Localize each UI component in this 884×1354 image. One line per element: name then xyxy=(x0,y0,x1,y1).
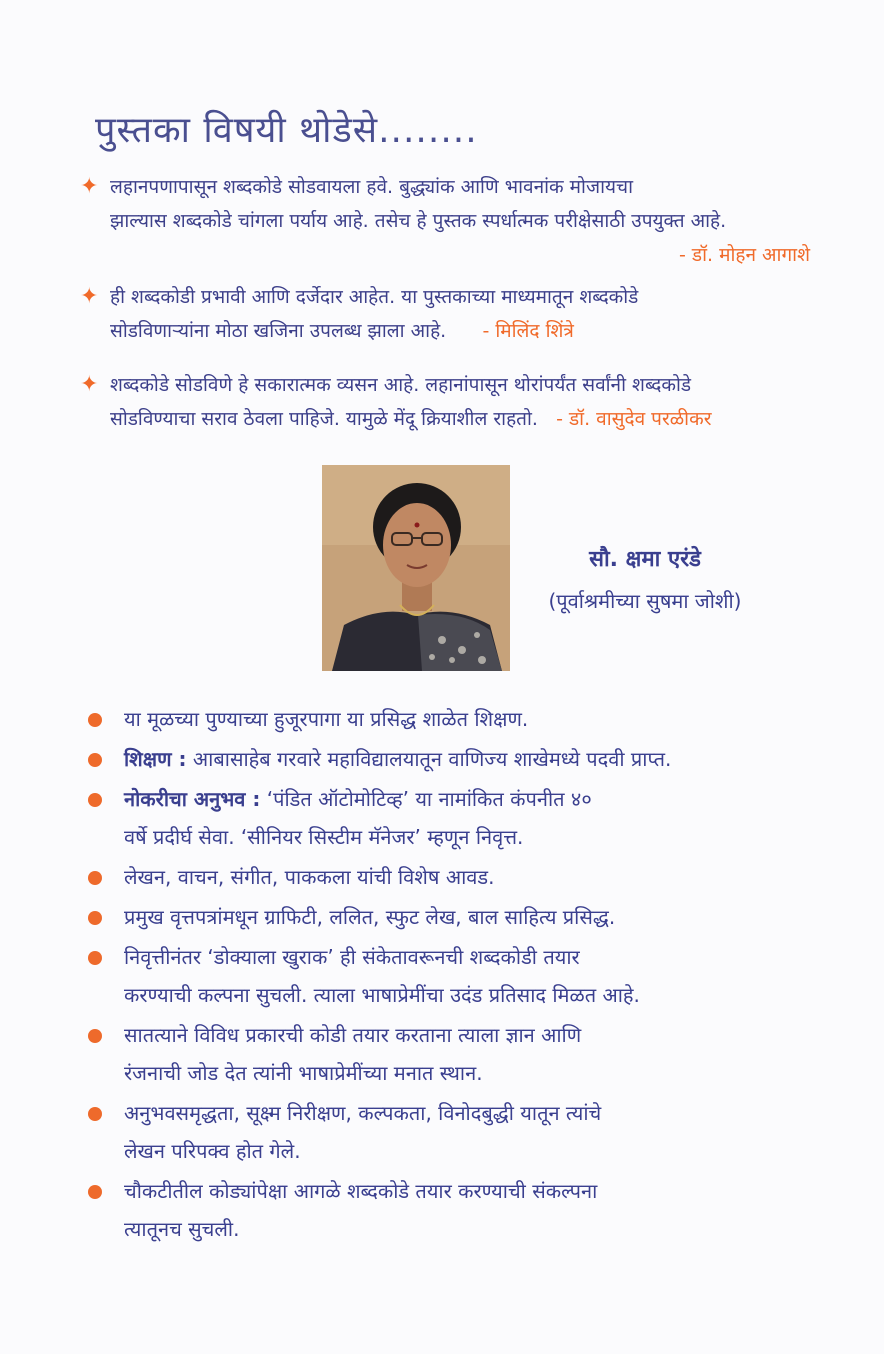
bullet-icon xyxy=(88,951,102,965)
list-item xyxy=(88,898,848,936)
list-item xyxy=(88,1094,848,1170)
star-icon: ✦ xyxy=(80,372,99,397)
bullet-icon xyxy=(88,713,102,727)
bio-line: लेखन, वाचन, संगीत, पाककला यांची विशेष आवड. xyxy=(124,865,495,889)
bullet-icon xyxy=(88,1185,102,1199)
bullet-icon xyxy=(88,911,102,925)
list-item xyxy=(88,1172,848,1248)
quote-3 xyxy=(80,368,840,436)
bio-line: अनुभवसमृद्धता, सूक्ष्म निरीक्षण, कल्पकता, विनोदबुद्धी यातून त्यांचे xyxy=(124,1101,602,1125)
bio-line: सातत्याने विविध प्रकारची कोडी तयार करताना त्याला ज्ञान आणि xyxy=(124,1023,582,1047)
bullet-icon xyxy=(88,753,102,767)
author-info xyxy=(520,543,770,614)
list-item xyxy=(88,700,848,738)
quote-line: ही शब्दकोडी प्रभावी आणि दर्जेदार आहेत. या पुस्तकाच्या माध्यमातून शब्दकोडे xyxy=(110,286,639,308)
bio-label: शिक्षण : xyxy=(124,747,187,771)
list-item xyxy=(88,1016,848,1092)
page-title: पुस्तका विषयी थोडेसे........ xyxy=(95,110,478,151)
quote-line: शब्दकोडे सोडविणे हे सकारात्मक व्यसन आहे. लहानांपासून थोरांपर्यंत सर्वांनी शब्दकोडे xyxy=(110,374,692,396)
author-photo xyxy=(322,465,510,671)
quote-author: - डॉ. वासुदेव परळीकर xyxy=(556,408,712,430)
bio-line: आबासाहेब गरवारे महाविद्यालयातून वाणिज्य शाखेमध्ये पदवी प्राप्त. xyxy=(192,747,672,771)
list-item xyxy=(88,780,848,856)
bio-line: लेखन परिपक्व होत गेले. xyxy=(124,1139,301,1163)
list-item xyxy=(88,858,848,896)
bio-line: करण्याची कल्पना सुचली. त्याला भाषाप्रेमींचा उदंड प्रतिसाद मिळत आहे. xyxy=(124,983,640,1007)
author-former-name: (पूर्वाश्रमीच्या सुषमा जोशी) xyxy=(548,589,742,613)
bio-line: या मूळच्या पुण्याच्या हुजूरपागा या प्रसिद्ध शाळेत शिक्षण. xyxy=(124,707,529,731)
quote-line: लहानपणापासून शब्दकोडे सोडवायला हवे. बुद्ध्यांक आणि भावनांक मोजायचा xyxy=(110,176,633,198)
quote-line: झाल्यास शब्दकोडे चांगला पर्याय आहे. तसेच हे पुस्तक स्पर्धात्मक परीक्षेसाठी उपयुक्त आहे. xyxy=(110,210,727,232)
bio-line: वर्षे प्रदीर्घ सेवा. ‘सीनियर सिस्टीम मॅनेजर’ म्हणून निवृत्त. xyxy=(124,825,524,849)
bio-line: ‘पंडित ऑटोमोटिव्ह’ या नामांकित कंपनीत ४० xyxy=(266,787,592,811)
bullet-icon xyxy=(88,871,102,885)
quote-author: - डॉ. मोहन आगाशे xyxy=(679,244,810,266)
bio-line: निवृत्तीनंतर ‘डोक्याला खुराक’ ही संकेतावरूनची शब्दकोडी तयार xyxy=(124,945,580,969)
star-icon: ✦ xyxy=(80,284,99,309)
bio-line: रंजनाची जोड देत त्यांनी भाषाप्रेमींच्या मनात स्थान. xyxy=(124,1061,483,1085)
quote-line: सोडविण्याचा सराव ठेवला पाहिजे. यामुळे मेंदू क्रियाशील राहतो. xyxy=(110,408,538,430)
bio-list xyxy=(88,700,848,1250)
bullet-icon xyxy=(88,1107,102,1121)
bio-line: त्यातूनच सुचली. xyxy=(124,1217,240,1241)
bio-line: चौकटीतील कोड्यांपेक्षा आगळे शब्दकोडे तयार करण्याची संकल्पना xyxy=(124,1179,598,1203)
bullet-icon xyxy=(88,793,102,807)
list-item xyxy=(88,938,848,1014)
list-item xyxy=(88,740,848,778)
quote-line: सोडविणाऱ्यांना मोठा खजिना उपलब्ध झाला आहे. xyxy=(110,320,447,342)
bio-label: नोकरीचा अनुभव : xyxy=(124,787,261,811)
author-name: सौ. क्षमा एरंडे xyxy=(589,547,701,572)
quote-1 xyxy=(80,170,820,272)
bullet-icon xyxy=(88,1029,102,1043)
bio-line: प्रमुख वृत्तपत्रांमधून ग्राफिटी, ललित, स्फुट लेख, बाल साहित्य प्रसिद्ध. xyxy=(124,905,616,929)
star-icon: ✦ xyxy=(80,174,99,199)
quote-author: - मिलिंद शिंत्रे xyxy=(482,320,574,342)
quote-2 xyxy=(80,280,820,348)
